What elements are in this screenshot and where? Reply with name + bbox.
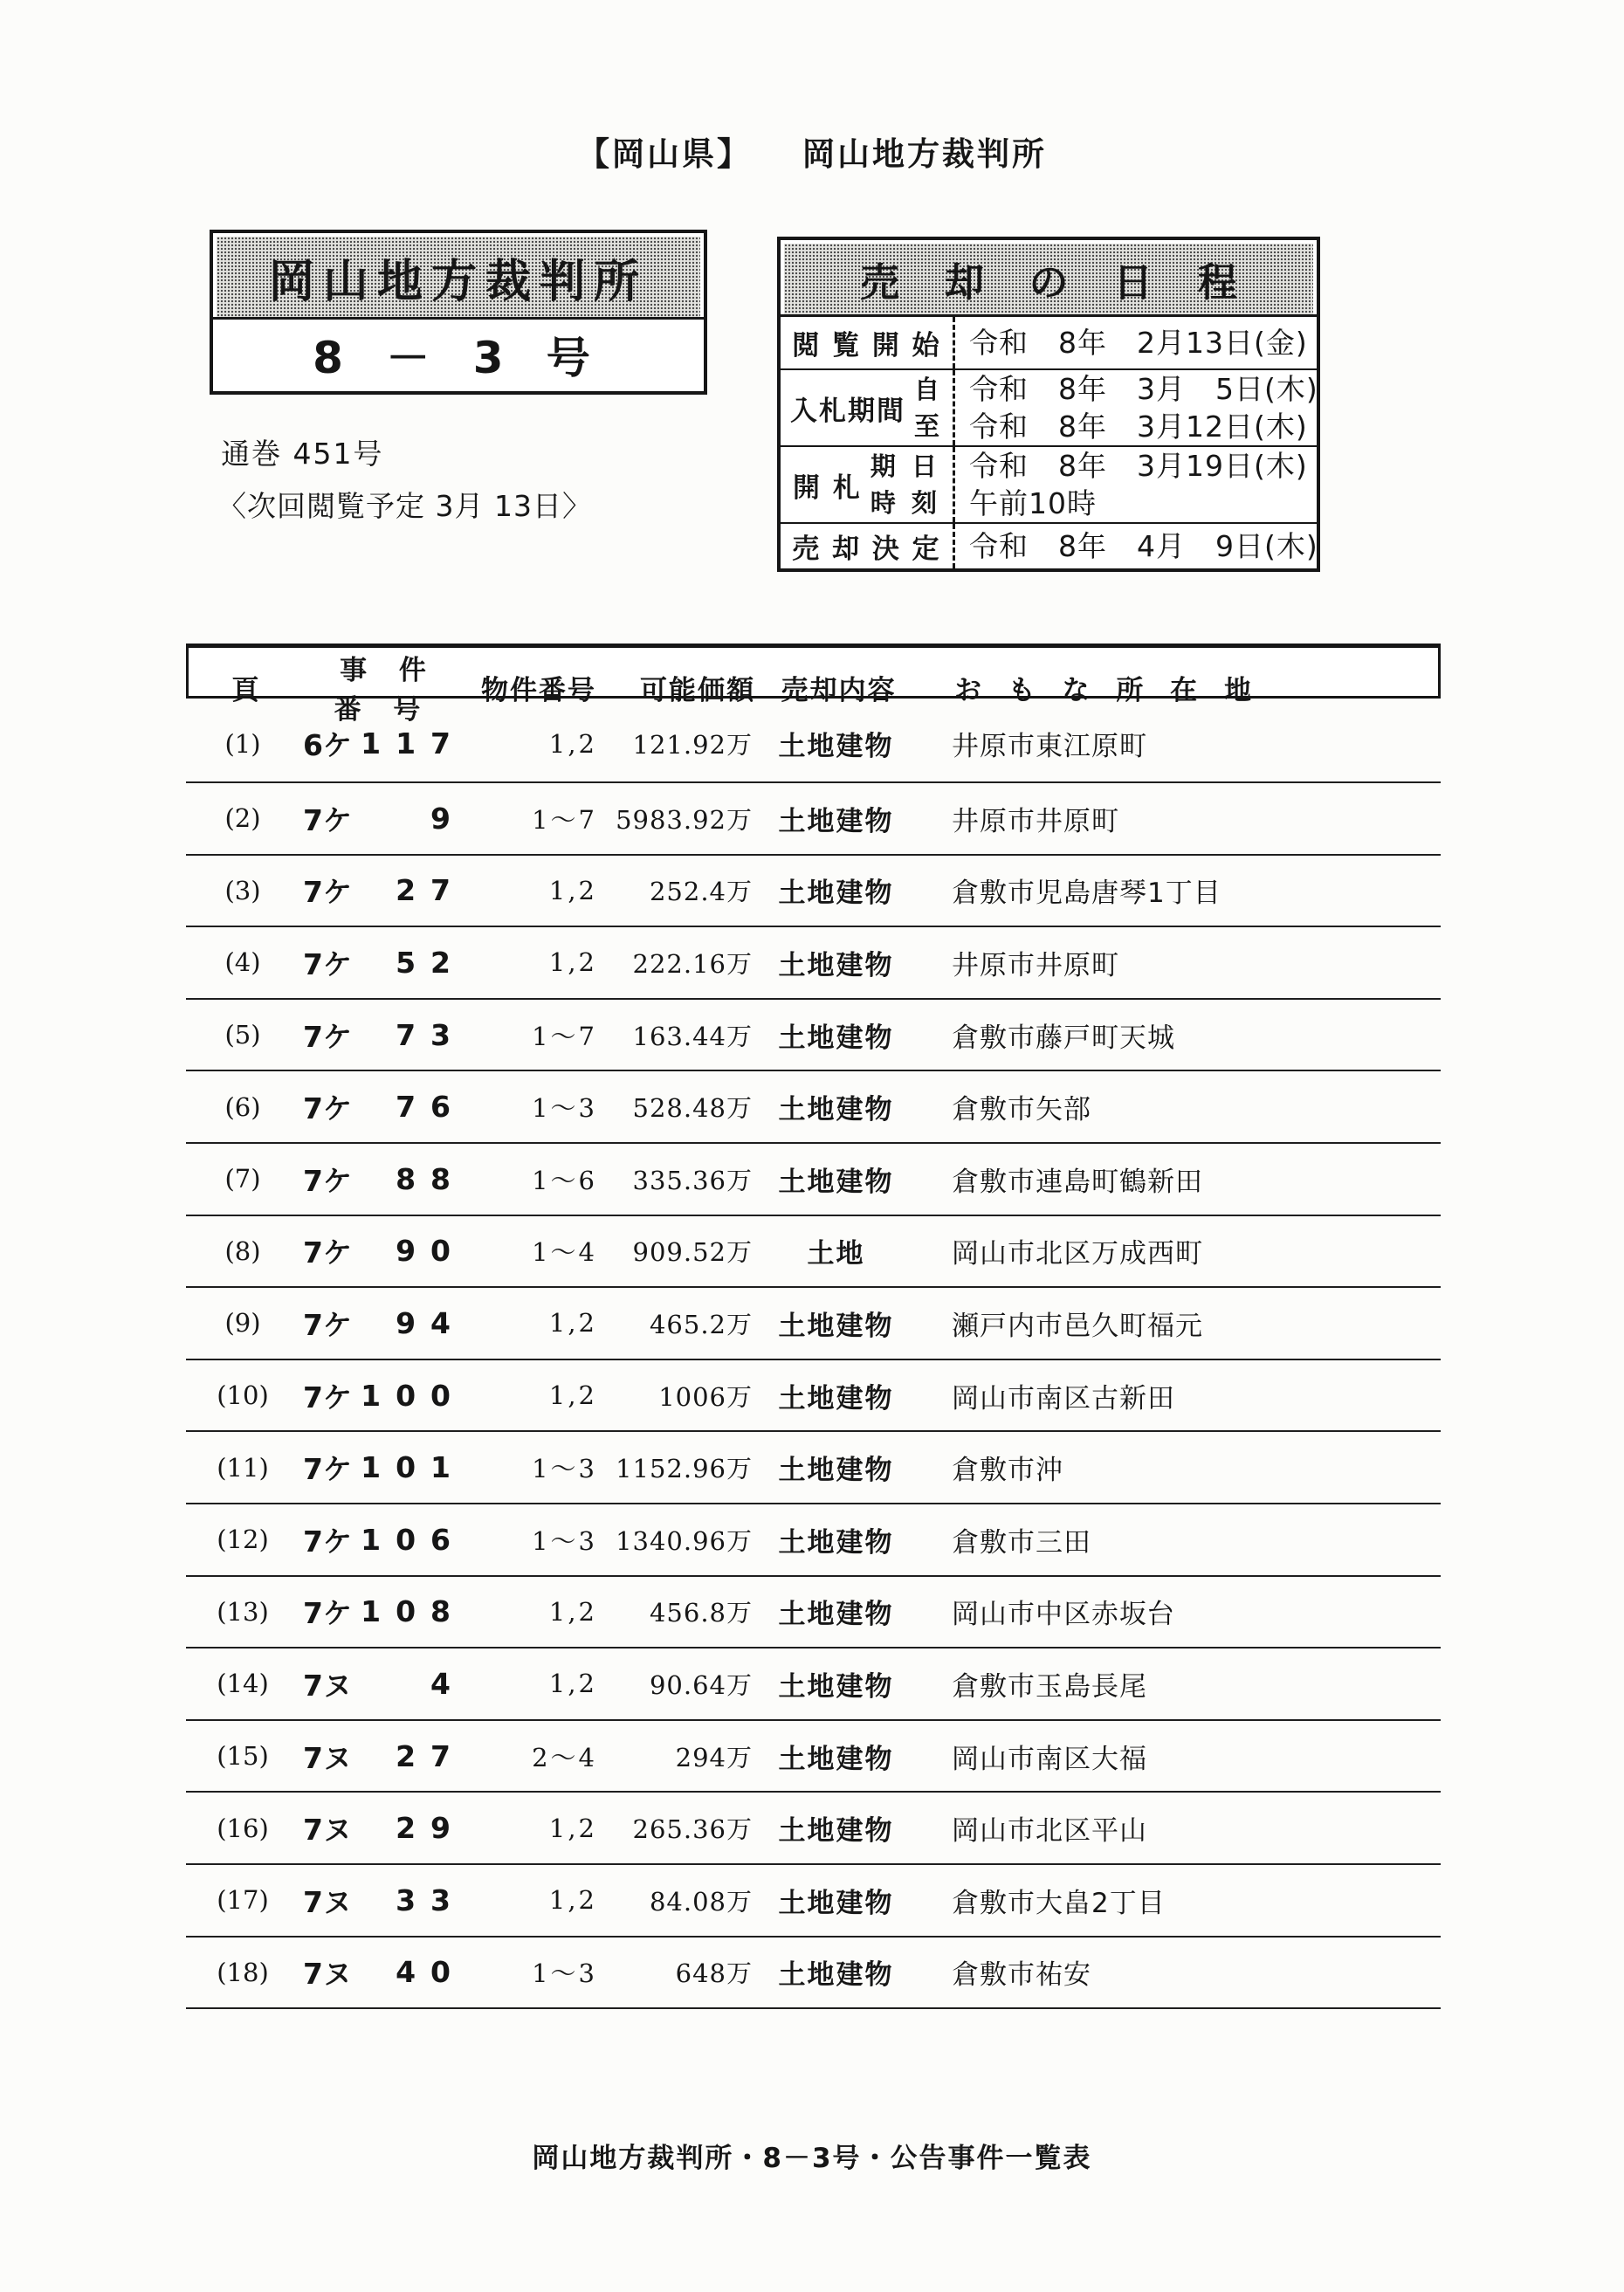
cell-sale-content: 土地建物 <box>778 1094 894 1126</box>
cell-property-number: 1,2 <box>548 947 597 978</box>
cell-case-number <box>299 870 465 911</box>
cell-page-number: (2) <box>224 803 261 834</box>
schedule-decision-date: 令和 8年 4月 9日(木) <box>969 529 1318 563</box>
issue-box-court-banner <box>217 237 700 317</box>
cell-location: 井原市井原町 <box>952 949 1119 981</box>
schedule-date: 令和 8年 2月13日(金) <box>969 326 1308 360</box>
cell-location: 倉敷市児島唐琴1丁目 <box>952 878 1221 910</box>
cell-possible-price: 456.8万 <box>649 1598 753 1628</box>
cell-possible-price: 909.52万 <box>632 1237 753 1268</box>
cell-property-number: 1,2 <box>548 875 597 905</box>
schedule-label-bid-period <box>781 370 953 445</box>
case-no: 88 <box>396 1161 465 1196</box>
schedule-row-bid-opening <box>781 447 1317 524</box>
table-row <box>186 1577 1441 1649</box>
cell-property-number: 1,2 <box>548 1813 597 1843</box>
case-type: 7ケ <box>303 875 352 910</box>
cell-possible-price: 90.64万 <box>649 1669 753 1700</box>
cell-page-number: (1) <box>224 728 261 759</box>
cell-possible-price: 1152.96万 <box>616 1454 753 1484</box>
table-row <box>186 927 1441 1000</box>
cell-location: 瀬戸内市邑久町福元 <box>952 1310 1203 1342</box>
cell-sale-content: 土地建物 <box>778 1815 894 1848</box>
schedule-value-viewing-start <box>953 317 1317 368</box>
table-row <box>186 1144 1441 1216</box>
case-type: 7ケ <box>303 1235 352 1270</box>
cell-case-number <box>299 1880 465 1921</box>
cell-page-number: (6) <box>224 1091 261 1122</box>
cell-property-number: 1〜4 <box>532 1237 597 1268</box>
case-no: 90 <box>396 1234 465 1269</box>
page-footer: 岡山地方裁判所・8－3号・公告事件一覧表 <box>532 2143 1092 2174</box>
cell-sale-content: 土地建物 <box>778 1166 894 1198</box>
issue-number: 8 － 3 号 <box>313 333 604 383</box>
cell-page-number: (5) <box>224 1020 261 1050</box>
cell-location: 倉敷市三田 <box>952 1526 1091 1559</box>
case-type: 7ケ <box>303 1524 352 1559</box>
case-type: 7ヌ <box>303 1813 352 1848</box>
case-no: 73 <box>396 1017 465 1052</box>
case-type: 7ケ <box>303 1091 352 1126</box>
cell-case-number <box>299 1086 465 1127</box>
table-row <box>186 1793 1441 1865</box>
table-row <box>186 1938 1441 2010</box>
cell-property-number: 1〜3 <box>532 1525 597 1556</box>
cell-case-number <box>299 1663 465 1704</box>
cell-page-number: (12) <box>217 1525 269 1555</box>
case-type: 7ケ <box>303 1163 352 1198</box>
case-no: 100 <box>361 1378 465 1413</box>
cell-case-number <box>299 1230 465 1271</box>
cell-page-number: (8) <box>224 1235 261 1266</box>
schedule-label-text: 入札期間 <box>789 395 905 427</box>
cell-sale-content: 土地建物 <box>778 1022 894 1054</box>
cell-property-number: 2〜4 <box>532 1742 597 1772</box>
case-no: 40 <box>396 1955 465 1990</box>
schedule-label-text: 売 却 決 定 <box>792 533 941 565</box>
cell-property-number: 1〜3 <box>532 1958 597 1989</box>
prefecture-label: 【岡山県】 <box>577 135 752 173</box>
cell-location: 岡山市北区平山 <box>952 1815 1147 1848</box>
case-type: 7ケ <box>303 946 352 981</box>
schedule-row-bid-period <box>781 370 1317 447</box>
schedule-value-sale-decision <box>953 524 1318 568</box>
case-type: 7ヌ <box>303 1884 352 1919</box>
table-row <box>186 1648 1441 1721</box>
cell-page-number: (15) <box>217 1741 269 1772</box>
issue-box-court-name: 岡山地方裁判所 <box>268 255 648 308</box>
cell-page-number: (11) <box>217 1452 269 1483</box>
case-no: 76 <box>396 1090 465 1125</box>
schedule-value-bid-period <box>953 370 1318 445</box>
cell-page-number: (17) <box>217 1885 269 1916</box>
issue-box-number-section <box>213 320 704 389</box>
cell-sale-content: 土地建物 <box>778 949 894 981</box>
table-row <box>186 1288 1441 1360</box>
cell-sale-content: 土地建物 <box>778 805 894 837</box>
case-no: 29 <box>396 1811 465 1846</box>
table-row <box>186 1865 1441 1938</box>
cell-location: 倉敷市矢部 <box>952 1094 1091 1126</box>
cell-sale-content: 土地建物 <box>778 1887 894 1919</box>
header-property-number-column: 物件番号 <box>481 674 596 706</box>
cell-sale-content: 土地建物 <box>778 1310 894 1342</box>
case-type: 7ヌ <box>303 1957 352 1992</box>
cell-property-number: 1〜7 <box>532 804 597 835</box>
cell-property-number: 1〜3 <box>532 1454 597 1484</box>
next-viewing-label: 〈次回閲覧予定 3月 13日〉 <box>217 489 592 523</box>
case-type: 7ケ <box>303 1019 352 1054</box>
case-type: 7ヌ <box>303 1668 352 1703</box>
cell-sale-content: 土地 <box>807 1238 865 1270</box>
header-possible-price-column: 可能価額 <box>640 674 755 706</box>
cell-case-number <box>299 798 465 839</box>
table-row <box>186 699 1441 783</box>
table-row <box>186 1504 1441 1577</box>
cell-sale-content: 土地建物 <box>778 1599 894 1631</box>
case-type: 6ケ <box>303 728 352 762</box>
table-row <box>186 1216 1441 1289</box>
cell-property-number: 1〜7 <box>532 1021 597 1051</box>
cell-possible-price: 252.4万 <box>649 877 753 907</box>
cell-possible-price: 163.44万 <box>632 1021 753 1051</box>
cell-sale-content: 土地建物 <box>778 1743 894 1775</box>
case-table-body <box>186 699 1441 2009</box>
cell-location: 倉敷市連島町鶴新田 <box>952 1166 1203 1198</box>
cell-case-number <box>299 1519 465 1560</box>
case-no: 27 <box>396 1738 465 1773</box>
cell-location: 岡山市北区万成西町 <box>952 1238 1203 1270</box>
cell-case-number <box>299 942 465 983</box>
cell-sale-content: 土地建物 <box>778 731 894 762</box>
cell-case-number <box>299 1591 465 1632</box>
cell-possible-price: 1340.96万 <box>616 1525 753 1556</box>
case-type: 7ケ <box>303 1307 352 1342</box>
table-row <box>186 1432 1441 1504</box>
header-location-column: お も な 所 在 地 <box>954 674 1260 706</box>
cell-possible-price: 5983.92万 <box>616 804 753 835</box>
schedule-sublabels <box>914 371 943 444</box>
cell-possible-price: 648万 <box>675 1958 753 1989</box>
cell-location: 岡山市南区大福 <box>952 1743 1147 1775</box>
cell-page-number: (18) <box>217 1957 269 1987</box>
cell-location: 倉敷市祐安 <box>952 1959 1091 1992</box>
schedule-label-text: 閲 覧 開 始 <box>792 330 941 361</box>
schedule-sublabel-date: 期 日 <box>870 451 940 481</box>
cell-case-number <box>299 723 465 764</box>
cell-possible-price: 265.36万 <box>632 1814 753 1845</box>
cell-possible-price: 294万 <box>675 1742 753 1772</box>
table-row <box>186 1360 1441 1433</box>
cell-page-number: (16) <box>217 1813 269 1843</box>
cell-possible-price: 222.16万 <box>632 948 753 979</box>
case-no: 4 <box>430 1666 465 1701</box>
schedule-opening-date: 令和 8年 3月19日(木) <box>969 449 1308 483</box>
cell-case-number <box>299 1736 465 1777</box>
cell-case-number <box>299 1951 465 1993</box>
table-row <box>186 1721 1441 1793</box>
case-no: 33 <box>396 1882 465 1917</box>
case-table-header <box>186 644 1441 726</box>
cell-sale-content: 土地建物 <box>778 1526 894 1559</box>
case-no: 9 <box>430 801 465 836</box>
schedule-value-bid-opening <box>953 447 1317 522</box>
cell-case-number <box>299 1807 465 1848</box>
header-case-number-column: 事 件 番 号 <box>334 655 437 726</box>
cell-page-number: (13) <box>217 1596 269 1627</box>
schedule-date-to: 令和 8年 3月12日(木) <box>969 410 1308 444</box>
case-type: 7ケ <box>303 1452 352 1487</box>
table-row <box>186 783 1441 856</box>
schedule-sublabels <box>870 448 940 521</box>
cell-property-number: 1,2 <box>548 1380 597 1411</box>
cell-possible-price: 335.36万 <box>632 1165 753 1195</box>
cell-possible-price: 121.92万 <box>632 730 753 760</box>
case-no: 94 <box>396 1305 465 1340</box>
schedule-sublabel-to: 至 <box>913 411 943 441</box>
cell-case-number <box>299 1015 465 1056</box>
cell-property-number: 1〜6 <box>532 1165 597 1195</box>
cell-property-number: 1,2 <box>548 1308 597 1339</box>
court-name-label: 岡山地方裁判所 <box>802 135 1047 173</box>
cell-location: 井原市東江原町 <box>952 731 1147 762</box>
cell-sale-content: 土地建物 <box>778 878 894 910</box>
schedule-row-viewing-start <box>781 317 1317 370</box>
cell-page-number: (3) <box>224 875 261 905</box>
header-sale-content-column: 売却内容 <box>781 674 897 706</box>
table-row <box>186 1000 1441 1072</box>
cell-location: 井原市井原町 <box>952 805 1119 837</box>
cell-case-number <box>299 1375 465 1416</box>
case-no: 101 <box>361 1450 465 1485</box>
document-top-header <box>0 127 1624 175</box>
schedule-sublabel-time: 時 刻 <box>870 488 940 518</box>
case-no: 108 <box>361 1594 465 1629</box>
cell-case-number <box>299 1159 465 1200</box>
cell-page-number: (10) <box>217 1380 269 1411</box>
cell-page-number: (9) <box>224 1308 261 1339</box>
schedule-row-sale-decision <box>781 524 1317 568</box>
cell-location: 倉敷市玉島長尾 <box>952 1670 1147 1703</box>
sale-schedule-table <box>777 237 1320 572</box>
sale-schedule-title: 売 却 の 日 程 <box>784 244 1313 314</box>
case-no: 52 <box>396 945 465 980</box>
cell-property-number: 1,2 <box>548 728 597 759</box>
schedule-label-bid-opening <box>781 447 953 522</box>
cell-page-number: (4) <box>224 947 261 978</box>
cell-possible-price: 84.08万 <box>649 1886 753 1917</box>
schedule-sublabel-from: 自 <box>913 375 943 404</box>
cell-location: 倉敷市大畠2丁目 <box>952 1887 1166 1919</box>
case-no: 106 <box>361 1522 465 1557</box>
cell-page-number: (14) <box>217 1669 269 1699</box>
case-type: 7ケ <box>303 1380 352 1414</box>
issue-title-box <box>210 230 707 395</box>
cell-property-number: 1,2 <box>548 1885 597 1916</box>
cell-possible-price: 465.2万 <box>649 1309 753 1339</box>
cell-location: 岡山市南区古新田 <box>952 1382 1175 1414</box>
cell-case-number <box>299 1303 465 1344</box>
volume-label: 通巻 451号 <box>221 437 384 471</box>
cell-sale-content: 土地建物 <box>778 1670 894 1703</box>
schedule-label-sale-decision <box>781 524 953 568</box>
schedule-label-text: 開 札 <box>793 471 862 504</box>
cell-property-number: 1,2 <box>548 1669 597 1699</box>
cell-sale-content: 土地建物 <box>778 1382 894 1414</box>
cell-page-number: (7) <box>224 1164 261 1194</box>
schedule-date-from: 令和 8年 3月 5日(木) <box>969 372 1318 406</box>
case-type: 7ヌ <box>303 1740 352 1775</box>
table-row <box>186 1071 1441 1144</box>
cell-property-number: 1,2 <box>548 1596 597 1627</box>
cell-possible-price: 1006万 <box>658 1381 753 1412</box>
cell-case-number <box>299 1447 465 1488</box>
cell-sale-content: 土地建物 <box>778 1455 894 1487</box>
cell-location: 倉敷市沖 <box>952 1455 1063 1487</box>
case-type: 7ケ <box>303 1596 352 1631</box>
case-no: 27 <box>396 873 465 908</box>
schedule-label-viewing-start <box>781 317 953 368</box>
schedule-opening-time: 午前10時 <box>969 486 1097 520</box>
cell-sale-content: 土地建物 <box>778 1959 894 1992</box>
cell-location: 岡山市中区赤坂台 <box>952 1599 1175 1631</box>
cell-possible-price: 528.48万 <box>632 1093 753 1124</box>
case-no: 117 <box>361 726 465 761</box>
cell-property-number: 1〜3 <box>532 1093 597 1124</box>
case-type: 7ケ <box>303 802 352 837</box>
header-page-column: 頁 <box>231 674 259 706</box>
cell-location: 倉敷市藤戸町天城 <box>952 1022 1175 1054</box>
table-row <box>186 856 1441 928</box>
